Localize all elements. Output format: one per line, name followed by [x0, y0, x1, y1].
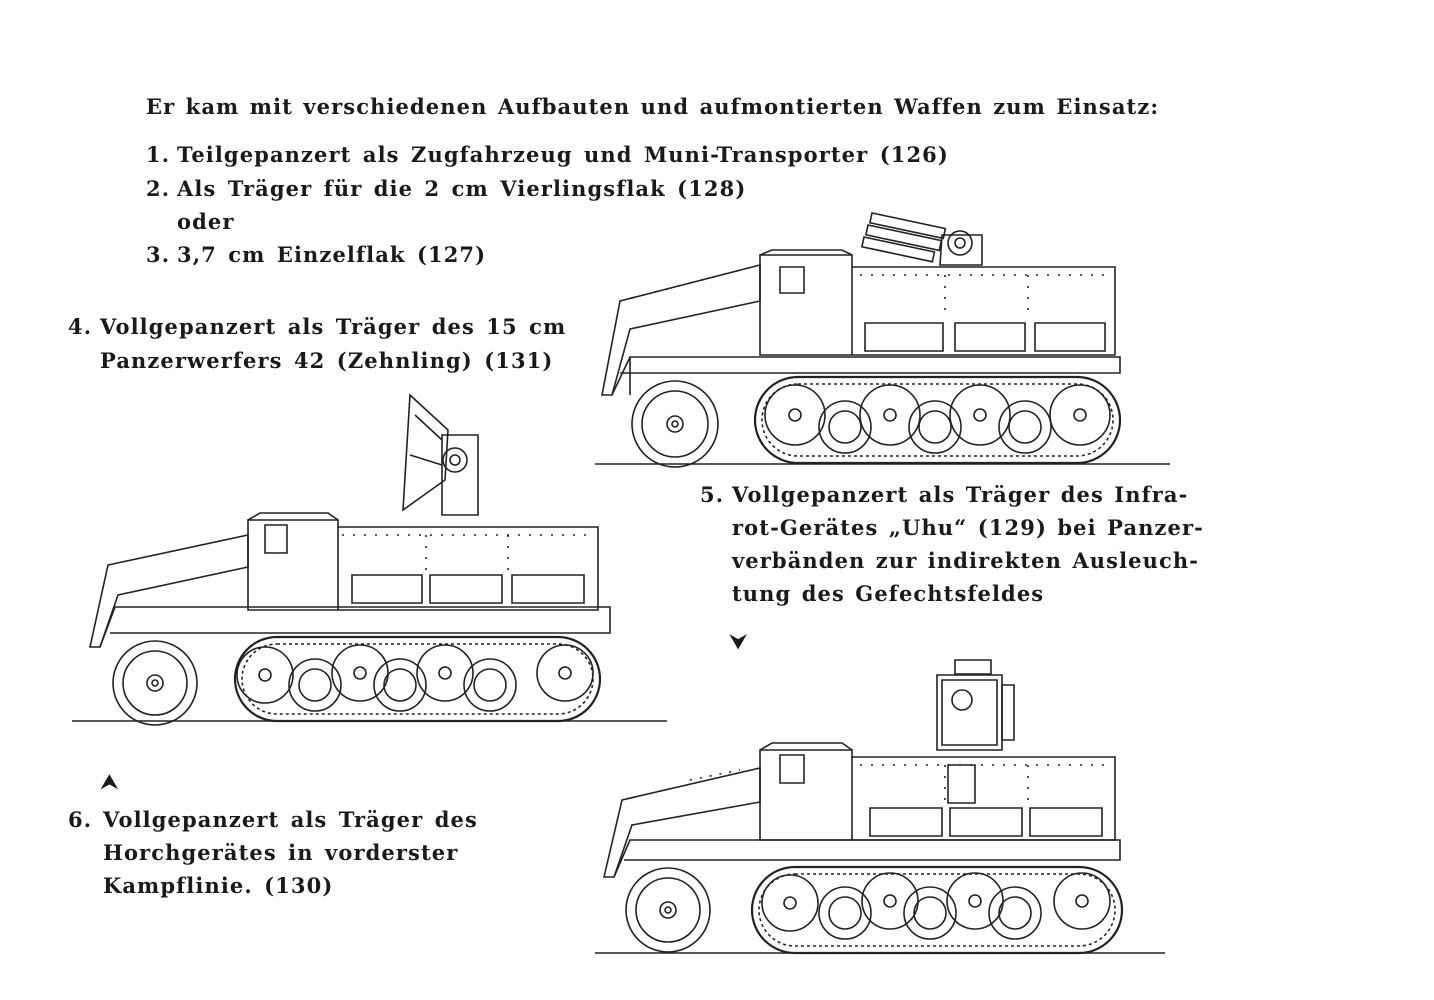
item-6-line-2: Horchgerätes in vorderster [103, 840, 459, 865]
item-5-line-1: Vollgepanzert als Träger des Infra- [732, 482, 1189, 507]
item-4-line-2: Panzerwerfers 42 (Zehnling) (131) [100, 348, 554, 373]
item-5-number: 5. [700, 482, 725, 507]
item-1-number: 1. [146, 142, 171, 167]
item-4-number: 4. [68, 314, 93, 339]
item-2-line-2: oder [177, 209, 235, 234]
item-5-line-4: tung des Gefechtsfeldes [732, 581, 1045, 606]
item-2-number: 2. [146, 176, 171, 201]
arrow-up-icon: ⮝ [100, 770, 119, 795]
item-4-line-1: Vollgepanzert als Träger des 15 cm [100, 314, 567, 339]
sound-locator-vehicle-drawing [70, 385, 670, 730]
item-6-line-1: Vollgepanzert als Träger des [103, 807, 478, 832]
intro-text: Er kam mit verschiedenen Aufbauten und aufmontierten Waffen zum Einsatz: [146, 94, 1160, 119]
item-5-line-2: rot-Gerätes „Uhu“ (129) bei Panzer- [732, 515, 1204, 540]
arrow-down-icon: ⮟ [729, 630, 748, 655]
item-3-number: 3. [146, 242, 171, 267]
item-6-line-3: Kampflinie. (130) [103, 873, 334, 898]
item-1-line-1: Teilgepanzert als Zugfahrzeug und Muni-Transporter (126) [177, 142, 949, 167]
item-5-line-3: verbänden zur indirekten Ausleuch- [732, 548, 1200, 573]
rocket-launcher-vehicle-drawing [590, 205, 1180, 470]
item-3-line-1: 3,7 cm Einzelflak (127) [177, 242, 487, 267]
item-2-line-1: Als Träger für die 2 cm Vierlingsflak (128) [177, 176, 747, 201]
item-6-number: 6. [68, 807, 93, 832]
infrared-searchlight-vehicle-drawing [590, 655, 1180, 960]
